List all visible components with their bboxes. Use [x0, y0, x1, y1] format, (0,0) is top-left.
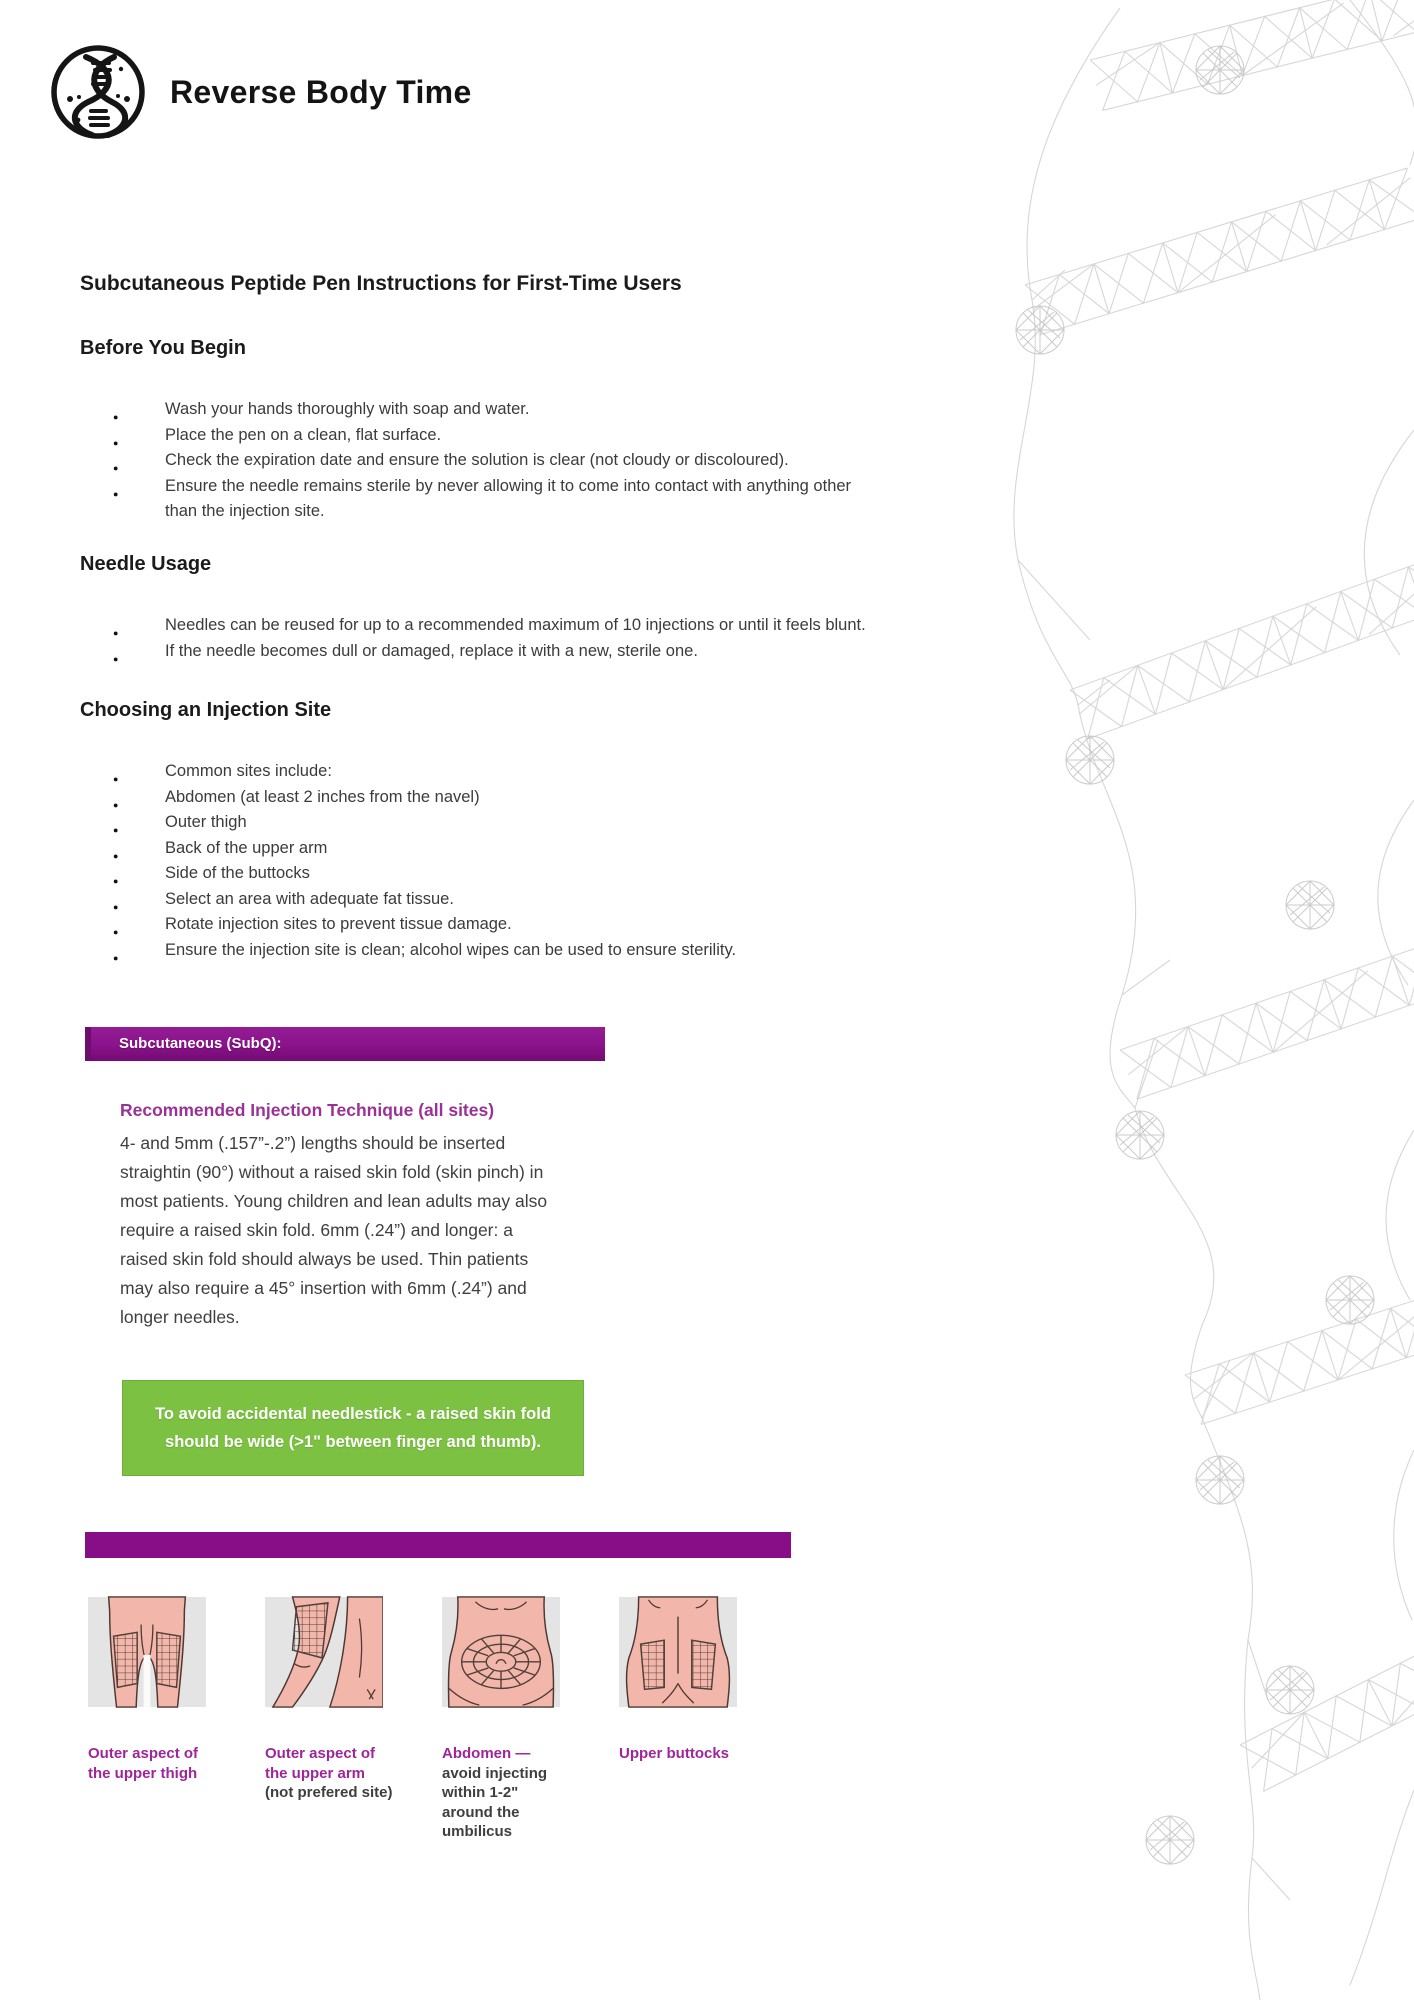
- site-label: Abdomen —: [442, 1745, 531, 1762]
- list-item: ● Rotate injection sites to prevent tissue damage.: [80, 912, 880, 938]
- purple-divider-bar: [85, 1532, 791, 1558]
- section-needle-usage: [80, 552, 880, 664]
- site-label: Upper buttocks: [619, 1745, 730, 1762]
- upper-buttocks-illustration: [619, 1596, 737, 1708]
- list-item: ● Side of the buttocks: [80, 861, 880, 887]
- figure-abdomen: [442, 1596, 570, 1842]
- site-label: Outer aspect of the upper arm: [265, 1745, 376, 1782]
- technique-heading: Recommended Injection Technique (all sites): [120, 1100, 495, 1120]
- injection-technique-block: [120, 1098, 562, 1332]
- figure-upper-thigh: [88, 1596, 216, 1842]
- list-item: ● Wash your hands thoroughly with soap and water.: [80, 397, 880, 423]
- list-item: ● If the needle becomes dull or damaged, replace it with a new, sterile one.: [80, 639, 880, 665]
- list-item: ● Select an area with adequate fat tissue.: [80, 887, 880, 913]
- bullet-list: [80, 613, 880, 664]
- figure-caption: [88, 1744, 216, 1783]
- figure-upper-arm: [265, 1596, 393, 1842]
- site-label: Outer aspect of the upper thigh: [88, 1745, 199, 1782]
- bullet-list: [80, 397, 880, 525]
- brand-name: Reverse Body Time: [170, 73, 472, 110]
- abdomen-illustration: [442, 1596, 560, 1708]
- bullet-list: [80, 759, 880, 963]
- upper-arm-illustration: [265, 1596, 383, 1708]
- section-choosing-injection-site: [80, 698, 880, 963]
- upper-thigh-illustration: [88, 1596, 206, 1708]
- section-heading: Before You Begin: [80, 337, 246, 359]
- section-heading: Needle Usage: [80, 553, 212, 575]
- document-title: Subcutaneous Peptide Pen Instructions for First-Time Users: [80, 272, 682, 295]
- subq-banner-label: Subcutaneous (SubQ):: [119, 1035, 282, 1052]
- technique-body: 4- and 5mm (.157”-.2”) lengths should be inserted straightin (90°) without a raised skin fold (skin pinch) in most patients. Young children and lean adults may also require a raised skin fold. 6mm (.24”) and longer: a raised skin fold should always be used. Thin patients may also require a 45° insertion with 6mm (.24”) and longer needles.: [120, 1133, 548, 1327]
- list-item: ● Check the expiration date and ensure the solution is clear (not cloudy or discoloured).: [80, 448, 880, 474]
- site-note: avoid injecting within 1-2" around the umbilicus: [442, 1764, 548, 1840]
- figure-caption: [442, 1744, 570, 1842]
- section-before-you-begin: [80, 336, 880, 525]
- list-item: ● Ensure the injection site is clean; alcohol wipes can be used to ensure sterility.: [80, 938, 880, 964]
- list-item: ● Abdomen (at least 2 inches from the navel): [80, 785, 880, 811]
- list-item: ● Ensure the needle remains sterile by never allowing it to come into contact with anything other than the injection site.: [80, 474, 880, 525]
- site-note: (not prefered site): [265, 1784, 393, 1801]
- list-item: ● Common sites include:: [80, 759, 880, 785]
- needlestick-warning-box: [122, 1380, 584, 1476]
- list-item: ● Back of the upper arm: [80, 836, 880, 862]
- dna-logo-icon: [48, 42, 148, 142]
- figure-caption: [619, 1744, 747, 1764]
- brand-header: [48, 42, 472, 142]
- injection-site-figures: [88, 1596, 796, 1842]
- subq-banner: [85, 1027, 605, 1061]
- list-item: ● Outer thigh: [80, 810, 880, 836]
- figure-upper-buttocks: [619, 1596, 747, 1842]
- figure-caption: [265, 1744, 393, 1803]
- section-heading: Choosing an Injection Site: [80, 699, 332, 721]
- needlestick-warning-text: To avoid accidental needlestick - a raised skin fold should be wide (>1" between finger and thumb).: [155, 1405, 551, 1451]
- list-item: ● Needles can be reused for up to a recommended maximum of 10 injections or until it feels blunt.: [80, 613, 880, 639]
- list-item: ● Place the pen on a clean, flat surface.: [80, 423, 880, 449]
